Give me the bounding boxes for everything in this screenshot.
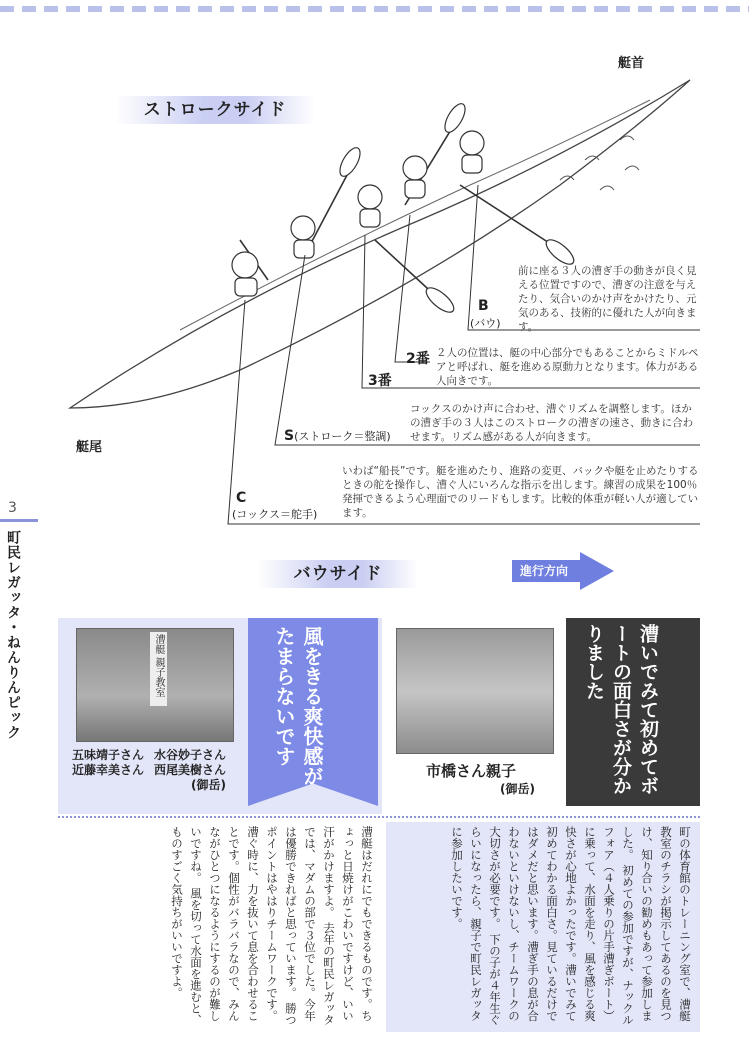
interview2-headline: 漕いでみて初めてボートの面白さが分かりました	[583, 624, 659, 795]
position-b-sub	[470, 315, 501, 331]
section-divider	[58, 816, 700, 818]
position-s-name	[284, 428, 391, 444]
bow-side-label: バウサイド	[258, 560, 418, 588]
position-2-desc: ２人の位置は、艇の中心部分でもあることからミドルペアと呼ばれ、艇を進める原動力となります。体力がある人向きです。	[436, 347, 699, 387]
position-c-sub	[232, 506, 317, 522]
position-3-name: 3番	[368, 373, 392, 389]
position-c-name: C	[236, 490, 247, 506]
interview1-body: 漕艇はだれにでもできるものです。ちょっと日焼けがこわいですけど、いい汗がかけますよ。 去年の町民レガッタでは、マダムの部で３位でした。今年は優勝できればと思っています。 勝つポイントはやはりチームワークです。漕ぐ時に、力を抜いて息を合わせることです。個性がバラバラなので、みんながひとつになるようにするのが難しいですね。 風を切って水面を進むと、ものすごく気持ちがいいですよ。	[170, 826, 374, 1026]
page-number: 3	[8, 500, 17, 516]
caption-name-3: 水谷妙子さん	[154, 748, 227, 762]
position-b-name: B	[478, 298, 489, 314]
position-2-name: 2番	[406, 351, 430, 367]
interview2-body: 町の体育館のトレーニング室で、漕艇教室のチラシが掲示してあるのを見つけ、知り合いの勧めもあって参加しました。 初めての参加ですが、ナックルフォア（４人乗りの片手漕ぎボート）に乗って、水面を走り、風を感じる爽快さが心地よかったです。漕いでみて初めてわかる面白さ。見ているだけではダメだと思います。漕ぎ手の息が合わないといけないし、チームワークの大切さが必要です。 下の子が４年生ぐらいになったら、親子で町民レガッタに参加したいです。	[450, 826, 692, 1026]
position-b-desc: 前に座る３人の漕ぎ手の動きが良く見える位置ですので、漕ぎの注意を与えたり、気合いのかけ声をかけたり、元気のある、技術的に優れた人が向きます。	[518, 265, 697, 333]
position-s-letter: S	[284, 428, 295, 444]
position-s-sub: (ストローク＝整調)	[294, 430, 391, 443]
interview2-caption-area: (御岳)	[500, 782, 535, 796]
interview2-photo	[396, 628, 554, 754]
position-s-desc: コックスのかけ声に合わせ、漕ぐリズムを調整します。ほかの漕ぎ手の３人はこのストロークの漕ぎの速さ、動きに合わせます。リズム感がある人が向きます。	[410, 403, 694, 443]
interview1-headline: 風をきる爽快感がたまらないです	[272, 626, 324, 786]
stern-end-label: 艇尾	[76, 440, 103, 455]
caption-area-1: (御岳)	[191, 778, 227, 792]
interview1-photo-sign: 漕艇 親子教室	[150, 632, 167, 706]
position-b-sub-text: (バウ)	[470, 317, 501, 330]
caption-name-2: 近藤幸美さん	[72, 763, 145, 777]
side-title: 町民レガッタ・ねんりんピック	[5, 530, 21, 740]
interview1-caption	[72, 748, 242, 793]
stroke-side-label: ストロークサイド	[115, 96, 315, 124]
position-c-sub-text: (コックス＝舵手)	[232, 508, 318, 521]
bow-end-label: 艇首	[618, 56, 645, 71]
interview2-caption-name: 市橋さん親子	[426, 762, 517, 780]
caption-name-1: 五味靖子さん	[72, 748, 145, 762]
direction-label: 進行方向	[520, 564, 569, 578]
position-c-desc: いわば“船長”です。艇を進めたり、進路の変更、バックや艇を止めたりするときの舵を操作し、漕ぐ人にいろんな指示を出します。練習の成果を100％発揮できるよう心理面でのリードもします。比較的体重が軽い人が適しています。	[342, 465, 699, 519]
caption-name-4: 西尾美樹さん	[154, 763, 227, 777]
